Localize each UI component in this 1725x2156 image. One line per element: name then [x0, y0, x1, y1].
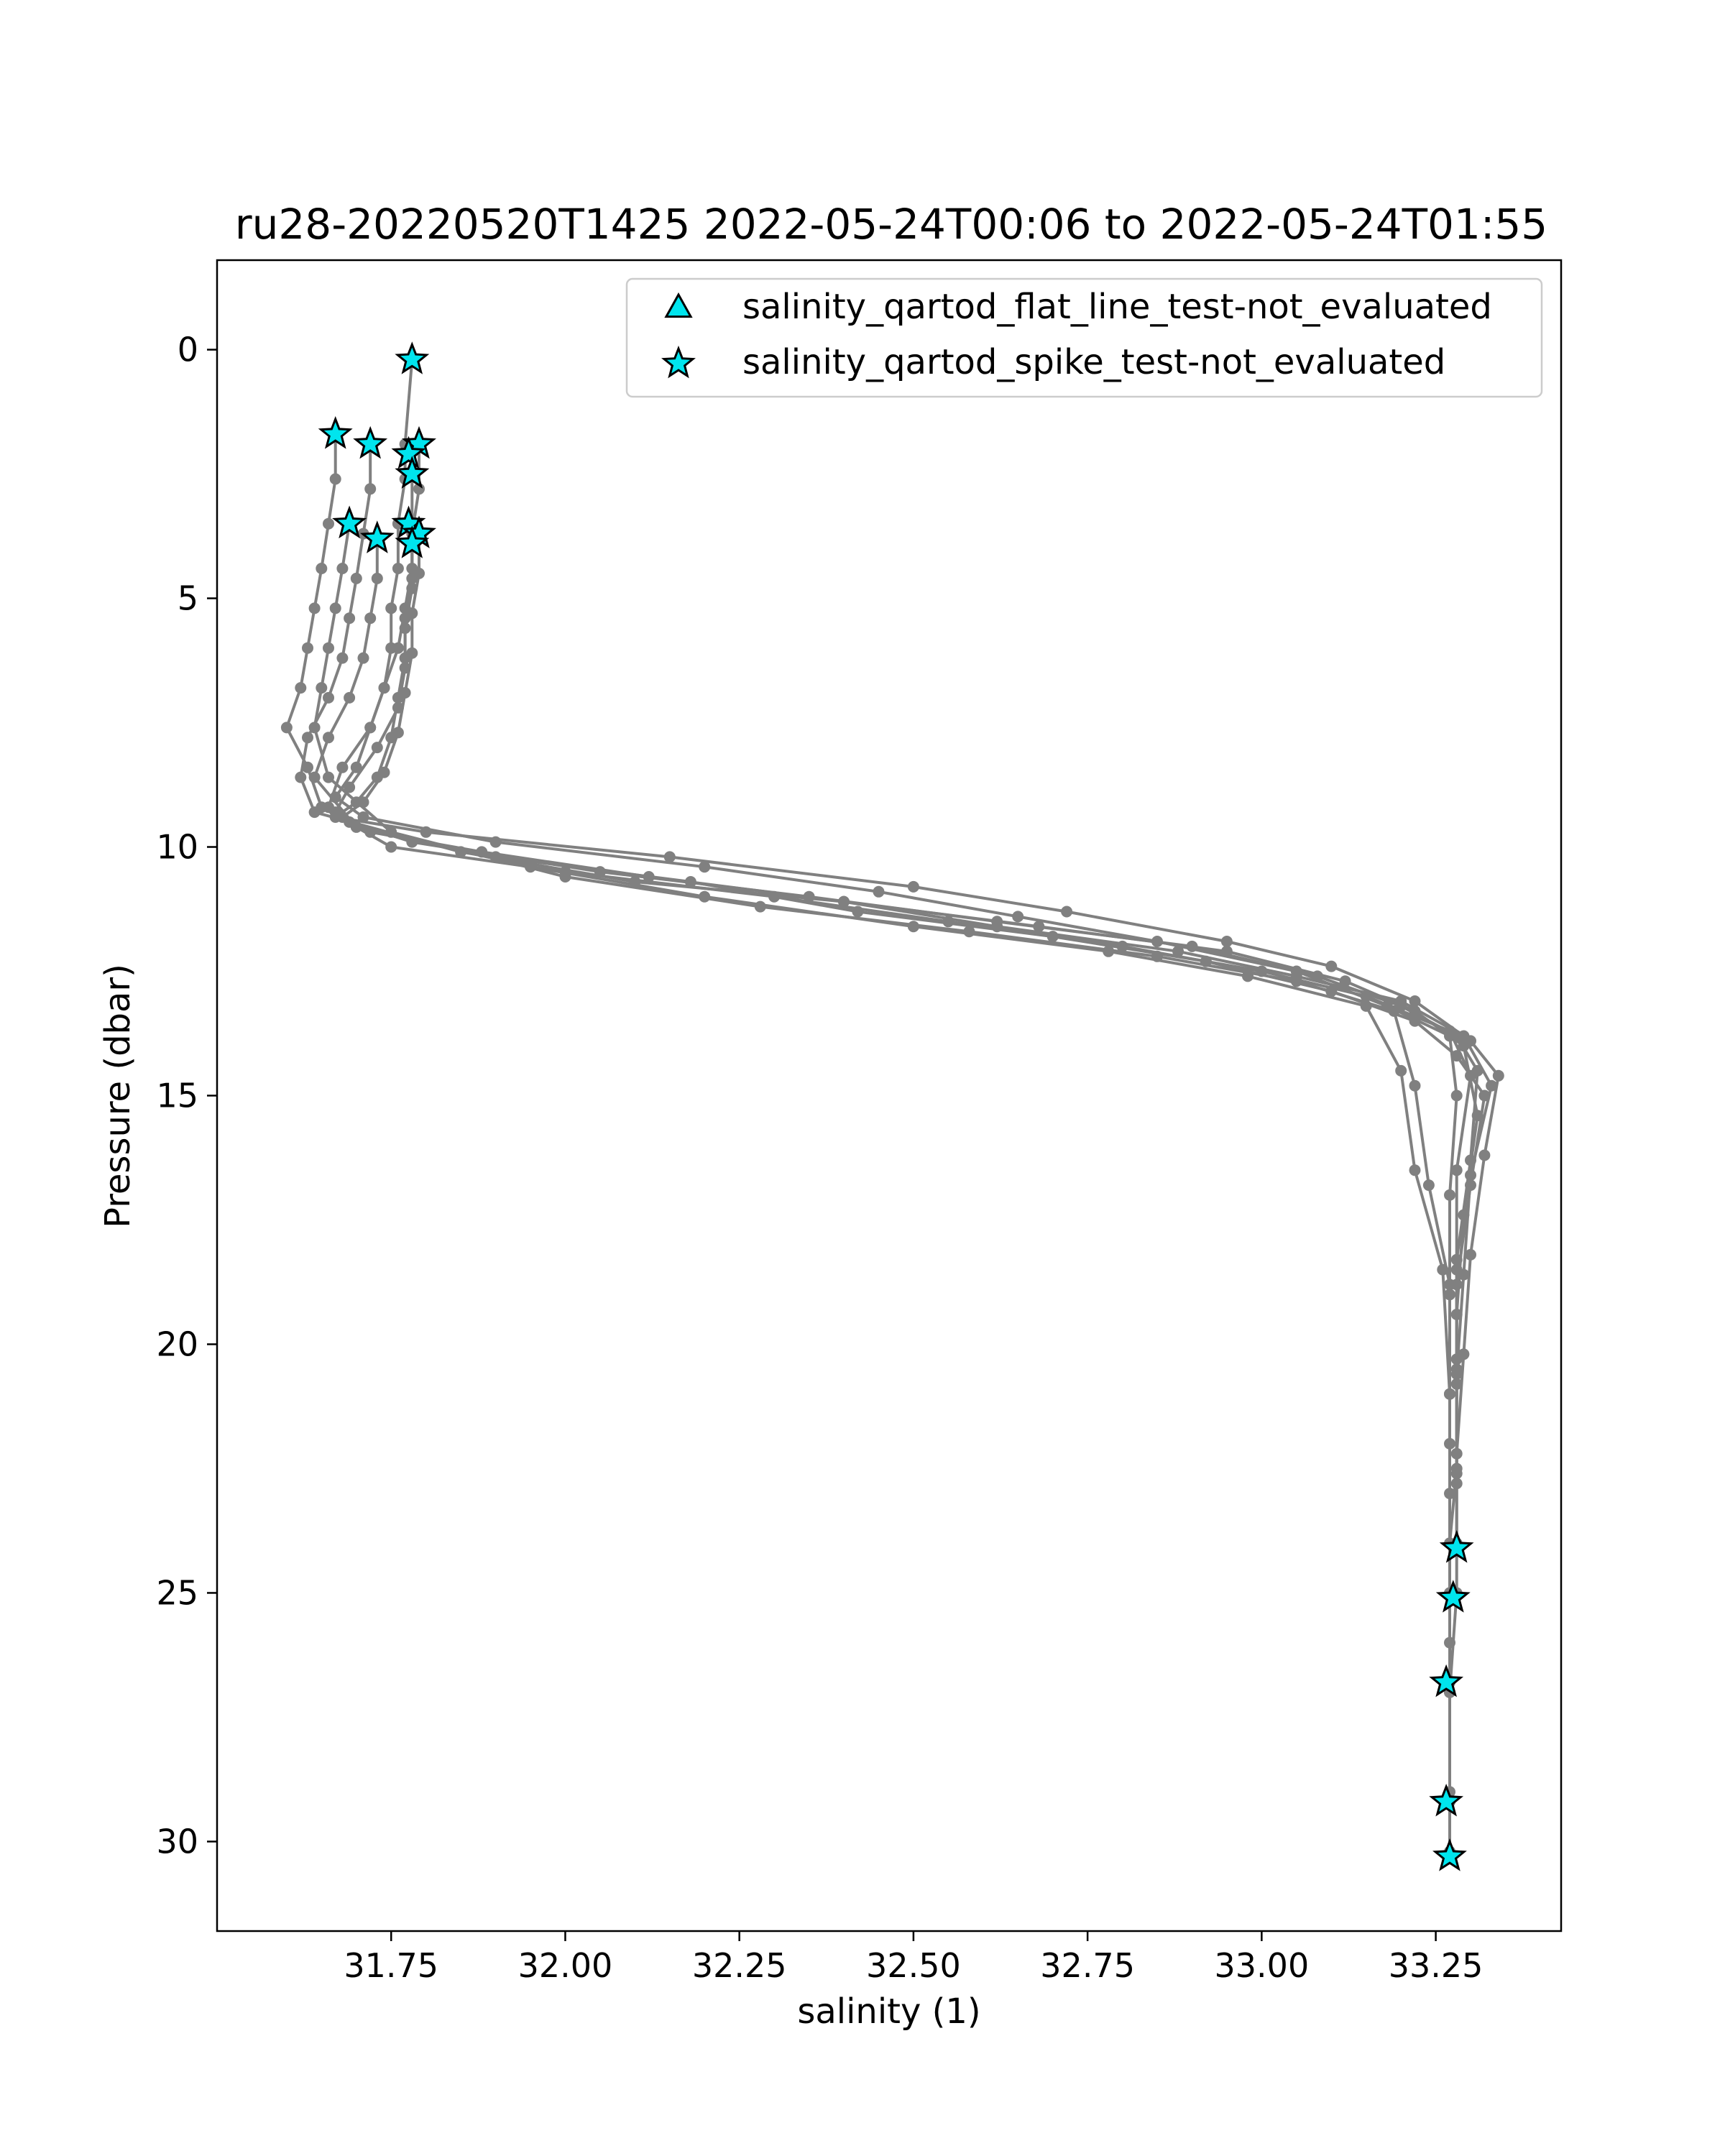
- profile-point: [413, 568, 425, 579]
- profile-point: [908, 881, 919, 893]
- y-axis-label: Pressure (dbar): [98, 964, 138, 1228]
- profile-point: [1103, 946, 1114, 957]
- x-tick-label: 32.25: [691, 1946, 787, 1985]
- profile-point: [1242, 970, 1254, 982]
- profile-point: [1291, 975, 1302, 987]
- x-axis-label: salinity (1): [797, 1991, 981, 2032]
- profile-point: [330, 474, 341, 485]
- profile-point: [351, 573, 362, 584]
- legend-label-flat-line: salinity_qartod_flat_line_test-not_evaluated: [742, 287, 1492, 327]
- x-tick-label: 32.75: [1040, 1946, 1135, 1985]
- profile-point: [1221, 946, 1233, 957]
- profile-point: [323, 642, 334, 654]
- profile-point: [336, 762, 348, 773]
- profile-point: [1409, 1080, 1421, 1092]
- y-tick-label: 20: [156, 1325, 198, 1364]
- profile-point: [302, 642, 313, 654]
- profile-point: [1451, 1353, 1463, 1365]
- profile-point: [392, 642, 404, 654]
- profile-point: [1409, 1005, 1421, 1017]
- profile-point: [392, 727, 404, 738]
- legend: [627, 279, 1542, 397]
- x-tick-label: 31.75: [344, 1946, 439, 1985]
- profile-point: [1325, 961, 1337, 972]
- profile-point: [323, 772, 334, 783]
- profile-point: [1458, 1040, 1469, 1051]
- profile-point: [400, 662, 411, 673]
- profile-point: [1472, 1110, 1484, 1121]
- profile-point: [1465, 1249, 1476, 1261]
- profile-point: [309, 806, 321, 818]
- profile-point: [392, 563, 404, 574]
- profile-point: [400, 622, 411, 634]
- profile-point: [323, 732, 334, 743]
- y-tick-label: 5: [177, 579, 198, 618]
- profile-point: [330, 602, 341, 614]
- profile-point: [364, 612, 376, 624]
- profile-point: [344, 612, 355, 624]
- profile-point: [476, 846, 487, 857]
- y-tick-label: 25: [156, 1573, 198, 1613]
- profile-point: [330, 806, 341, 818]
- profile-point: [323, 692, 334, 704]
- profile-point: [364, 483, 376, 494]
- profile-point: [385, 602, 397, 614]
- profile-point: [1437, 1264, 1448, 1276]
- profile-point: [379, 767, 390, 778]
- profile-point: [1012, 911, 1024, 922]
- y-tick-label: 0: [177, 330, 198, 369]
- profile-point: [1444, 1189, 1455, 1201]
- profile-point: [336, 653, 348, 664]
- profile-point: [316, 563, 327, 574]
- profile-point: [281, 722, 293, 733]
- profile-point: [1493, 1070, 1504, 1082]
- profile-point: [358, 653, 369, 664]
- profile-point: [1451, 1164, 1463, 1176]
- profile-point: [1409, 1164, 1421, 1176]
- profile-point: [1395, 1065, 1407, 1077]
- x-tick-label: 32.50: [866, 1946, 961, 1985]
- profile-point: [643, 871, 655, 883]
- profile-point: [664, 851, 676, 862]
- profile-point: [1451, 1378, 1463, 1390]
- profile-point: [420, 826, 432, 838]
- y-tick-label: 10: [156, 827, 198, 867]
- profile-point: [908, 921, 919, 932]
- profile-point: [838, 896, 850, 908]
- y-tick-label: 30: [156, 1822, 198, 1861]
- profile-point: [1409, 995, 1421, 1007]
- profile-point: [699, 891, 710, 903]
- profile-point: [852, 906, 863, 918]
- profile-point: [372, 742, 383, 753]
- profile-point: [344, 692, 355, 704]
- profile-point: [1047, 931, 1059, 942]
- legend-label-spike: salinity_qartod_spike_test-not_evaluated: [742, 342, 1446, 382]
- profile-point: [316, 682, 327, 694]
- profile-point: [295, 772, 306, 783]
- profile-point: [309, 722, 321, 733]
- profile-point: [385, 842, 397, 853]
- profile-point: [406, 583, 418, 594]
- profile-point: [1423, 1179, 1435, 1191]
- profile-point: [873, 886, 885, 898]
- profile-point: [1451, 1050, 1463, 1061]
- profile-point: [1361, 1000, 1372, 1012]
- y-tick-label: 15: [156, 1076, 198, 1115]
- profile-point: [358, 796, 369, 808]
- profile-point: [336, 563, 348, 574]
- profile-point: [302, 732, 313, 743]
- profile-point: [1451, 1309, 1463, 1320]
- profile-point: [1472, 1065, 1484, 1077]
- profile-point: [1478, 1090, 1490, 1102]
- profile-point: [344, 782, 355, 793]
- profile-point: [406, 648, 418, 659]
- profile-point: [1478, 1150, 1490, 1161]
- chart-title: ru28-20220520T1425 2022-05-24T00:06 to 2022-05-24T01:55: [234, 200, 1548, 249]
- profile-point: [392, 702, 404, 714]
- profile-point: [309, 602, 321, 614]
- x-tick-label: 32.00: [518, 1946, 613, 1985]
- profile-point: [1221, 936, 1233, 947]
- profile-point: [1061, 906, 1072, 918]
- profile-point: [1458, 1210, 1469, 1221]
- x-tick-label: 33.00: [1214, 1946, 1310, 1985]
- profile-point: [364, 722, 376, 733]
- profile-point: [372, 573, 383, 584]
- profile-point: [1444, 1388, 1455, 1400]
- x-tick-label: 33.25: [1388, 1946, 1484, 1985]
- profile-point: [1444, 1279, 1455, 1290]
- profile-point: [1444, 1637, 1455, 1649]
- profile-point: [309, 772, 321, 783]
- profile-point: [379, 682, 390, 694]
- profile-point: [295, 682, 306, 694]
- profile-point: [1033, 921, 1044, 932]
- profile-point: [1444, 1438, 1455, 1450]
- profile-point: [323, 518, 334, 530]
- profile-point: [364, 826, 376, 838]
- profile-point: [1451, 1478, 1463, 1489]
- profile-point: [1451, 1090, 1463, 1102]
- profile-point: [1340, 975, 1351, 987]
